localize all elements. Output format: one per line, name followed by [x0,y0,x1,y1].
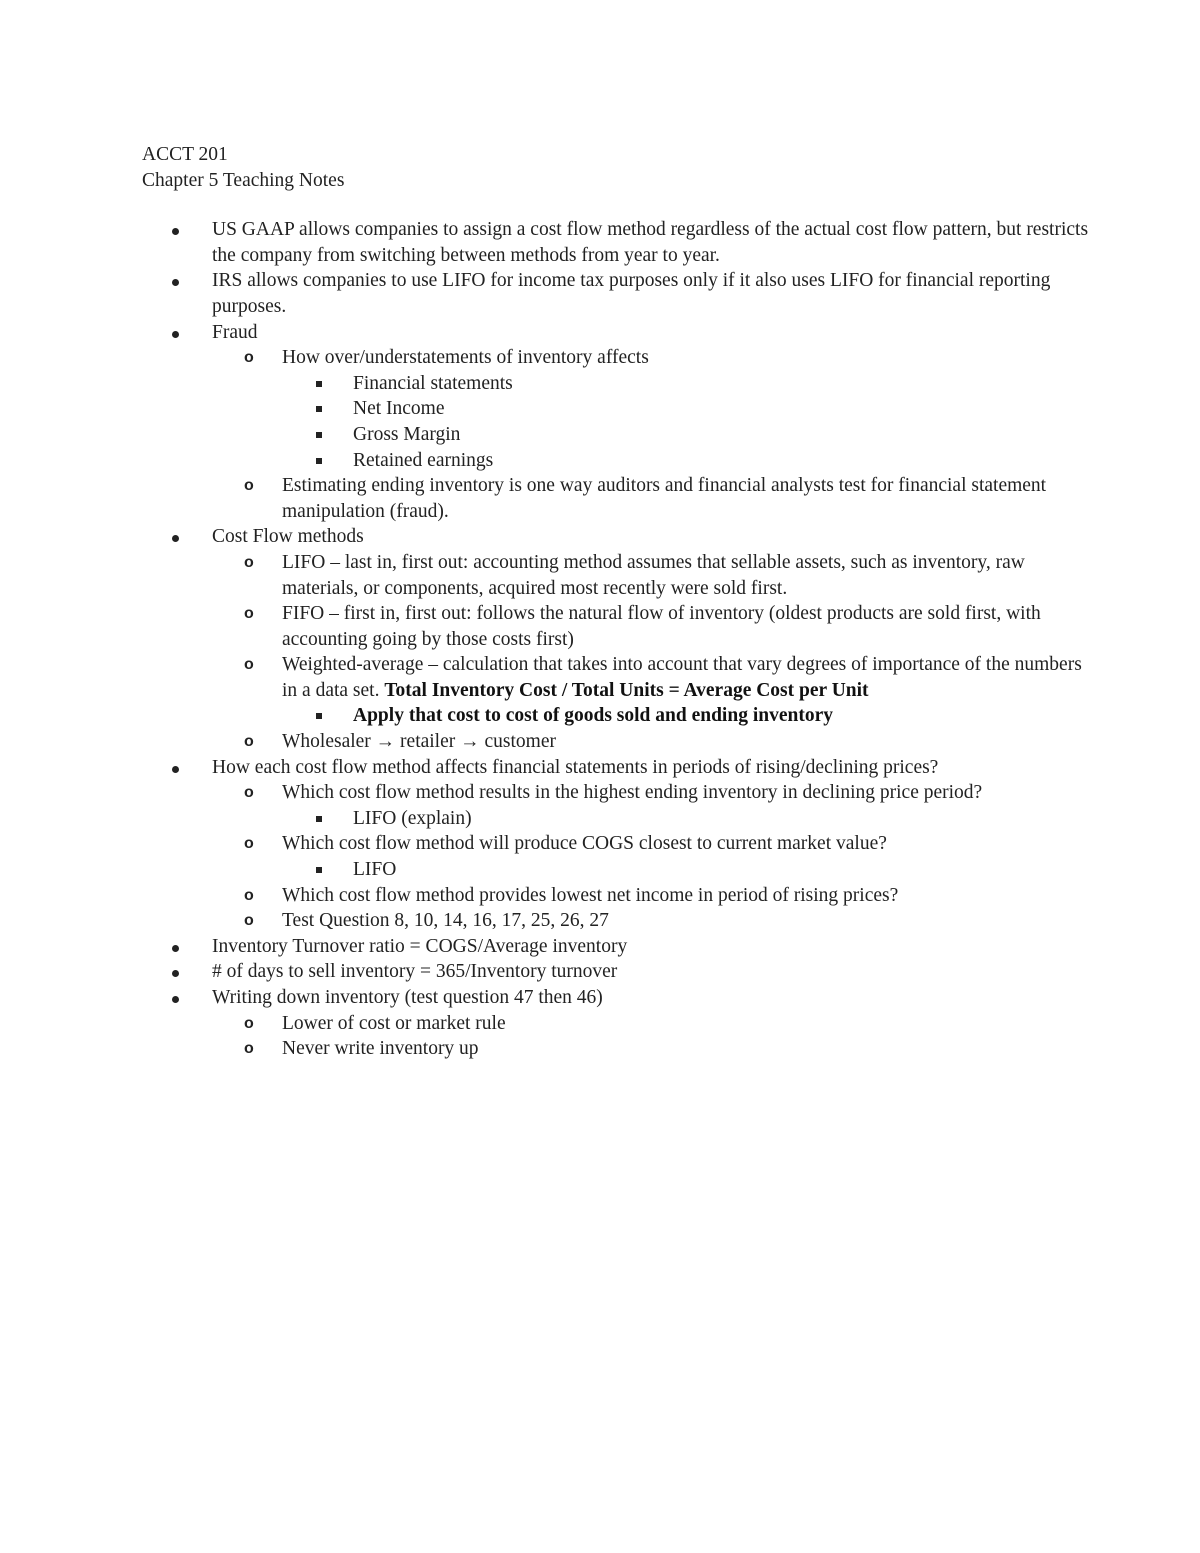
bullet-icon [172,217,179,243]
circle-bullet-icon: o [244,784,254,802]
square-bullet-icon [316,703,322,729]
note-prices: How each cost flow method affects financial statements in periods of rising/declining prices? [212,756,939,778]
square-bullet-icon [316,448,322,474]
note-estimating: Estimating ending inventory is one way auditors and financial analysts test for financial statement manipulation (fraud). [282,475,1047,522]
list-item [142,985,1100,1011]
list-item [142,396,1100,422]
arrow-right-icon: → [460,731,480,753]
circle-bullet-icon: o [244,605,254,623]
list-item [142,729,1100,755]
list-item [142,268,1100,319]
list-item [142,448,1100,474]
answer-1: LIFO (explain) [353,807,472,829]
list-item [142,345,1100,371]
writedown-item: Lower of cost or market rule [282,1012,506,1034]
bullet-icon [172,268,179,294]
chain-wholesaler: Wholesaler [282,731,371,753]
list-item [142,524,1100,550]
note-lifo: LIFO – last in, first out: accounting method assumes that sellable assets, such as inventory, raw materials, or components, acquired most recently were sold first. [282,551,1025,599]
circle-bullet-icon: o [244,553,254,571]
bullet-icon [172,524,179,550]
weighted-text: Weighted-average – calculation that takes into account that vary degrees of importance of the numbers in a data set. [282,654,1082,701]
note-supply-chain [282,729,1100,755]
document-subtitle: Chapter 5 Teaching Notes [142,169,345,191]
weighted-apply: Apply that cost to cost of goods sold and ending inventory [353,705,833,727]
circle-bullet-icon: o [244,656,254,674]
list-item [142,959,1100,985]
bullet-icon [172,755,179,781]
bullet-icon [172,320,179,346]
test-questions: Test Question 8, 10, 14, 16, 17, 25, 26, 27 [282,910,609,932]
effect-item: Financial statements [353,372,513,394]
list-item [142,883,1100,909]
circle-bullet-icon: o [244,835,254,853]
question-2: Which cost flow method will produce COGS closest to current market value? [282,833,887,855]
note-weighted [282,652,1100,703]
square-bullet-icon [316,806,322,832]
square-bullet-icon [316,857,322,883]
bullet-icon [172,959,179,985]
notes-list [142,217,1100,1062]
square-bullet-icon [316,371,322,397]
list-item [142,320,1100,346]
note-writedown: Writing down inventory (test question 47 then 46) [212,987,603,1008]
list-item [142,422,1100,448]
note-fraud: Fraud [212,321,258,343]
list-item [142,371,1100,397]
note-fraud-effects: How over/understatements of inventory affects [282,347,649,369]
circle-bullet-icon: o [244,886,254,904]
note-irs: IRS allows companies to use LIFO for income tax purposes only if it also uses LIFO for financial reporting purposes. [212,270,1051,317]
question-3: Which cost flow method provides lowest net income in period of rising prices? [282,884,899,906]
effect-item: Retained earnings [353,449,494,471]
square-bullet-icon [316,422,322,448]
circle-bullet-icon: o [244,1014,254,1032]
list-item [142,550,1100,601]
square-bullet-icon [316,396,322,422]
list-item [142,703,1100,729]
note-turnover: Inventory Turnover ratio = COGS/Average inventory [212,935,628,957]
note-cost-flow: Cost Flow methods [212,526,364,548]
chain-customer: customer [484,731,556,753]
circle-bullet-icon: o [244,733,254,751]
note-gaap: US GAAP allows companies to assign a cost flow method regardless of the actual cost flow pattern, but restricts the company from switching between methods from year to year. [212,219,1089,266]
list-item [142,1036,1100,1062]
question-1: Which cost flow method results in the highest ending inventory in declining price period? [282,782,983,804]
bullet-icon [172,934,179,960]
list-item [142,652,1100,703]
circle-bullet-icon: o [244,349,254,367]
list-item [142,857,1100,883]
list-item [142,806,1100,832]
bullet-icon [172,985,179,1011]
effect-item: Net Income [353,398,445,420]
circle-bullet-icon: o [244,477,254,495]
chain-retailer: retailer [400,731,456,753]
writedown-item: Never write inventory up [282,1038,479,1060]
arrow-right-icon: → [375,731,396,753]
list-item [142,755,1100,781]
effect-item: Gross Margin [353,423,461,445]
circle-bullet-icon: o [244,912,254,930]
list-item [142,1011,1100,1037]
list-item [142,217,1100,268]
course-title: ACCT 201 [142,144,228,165]
note-fifo: FIFO – first in, first out: follows the natural flow of inventory (oldest products are sold first, with accounting going by those costs first) [282,603,1041,650]
list-item [142,934,1100,960]
list-item [142,601,1100,652]
list-item [142,831,1100,857]
list-item [142,908,1100,934]
list-item [142,780,1100,806]
answer-2: LIFO [353,859,397,881]
list-item [142,473,1100,524]
note-days: # of days to sell inventory = 365/Inventory turnover [212,961,618,983]
circle-bullet-icon: o [244,1040,254,1058]
weighted-formula: Total Inventory Cost / Total Units = Average Cost per Unit [384,679,869,701]
